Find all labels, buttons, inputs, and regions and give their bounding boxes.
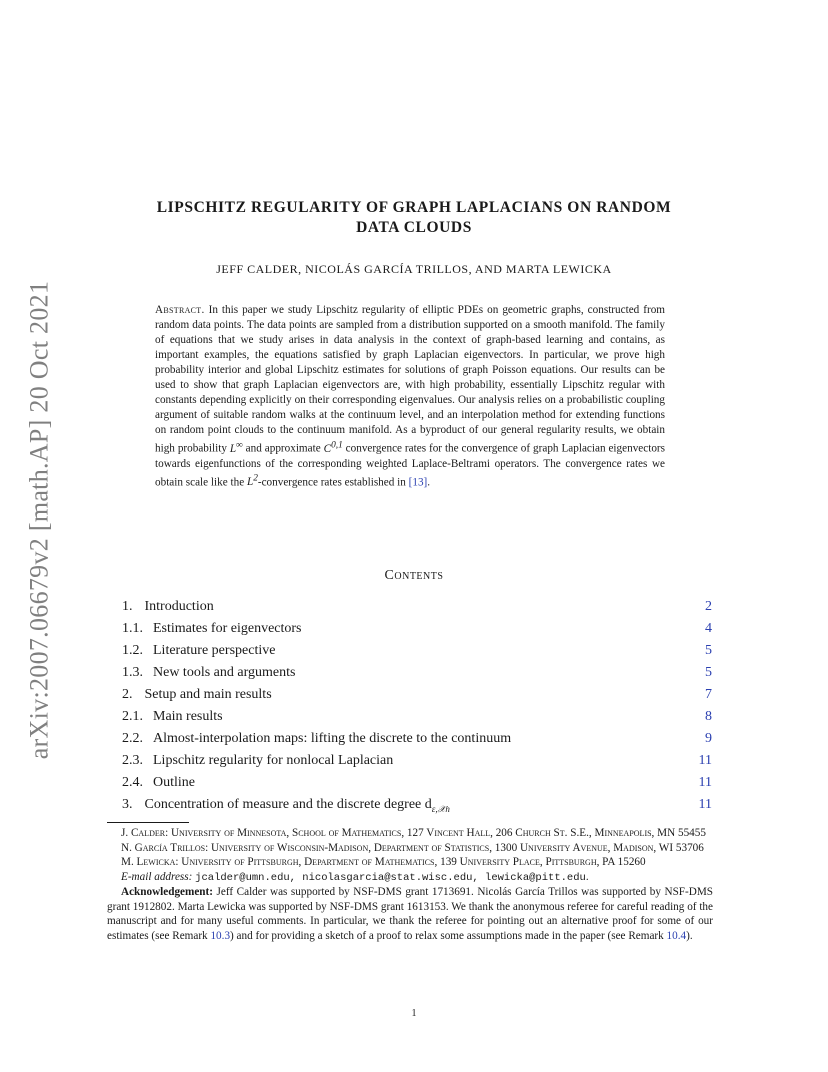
remark-link-1[interactable]: 10.3 xyxy=(210,929,231,942)
email-label: E-mail address: xyxy=(121,870,193,883)
toc-entry-title: 2.4. Outline xyxy=(122,775,195,790)
toc-entry-title: 1. Introduction xyxy=(122,599,214,614)
abstract-text-mid: and approximate xyxy=(242,442,324,455)
footnotes xyxy=(107,826,713,943)
footnote-acknowledgement: Acknowledgement: Jeff Calder was supported by NSF-DMS grant 1713691. Nicolás García Trillos was supported by NSF-DMS grant 1912802. Marta Lewicka was supported by NSF-DMS grant 1613153. We thank the anonymous referee for careful reading of the manuscript and for many useful comments. In particular, we thank the referee for pointing out an alternative proof for some of our estimates (see Remark 10.3) and for providing a sketch of a proof to relax some assumptions made in the paper (see Remark 10.4). xyxy=(107,886,713,942)
toc-entry[interactable] xyxy=(122,794,712,816)
toc-entry-title: 2.1. Main results xyxy=(122,709,223,724)
toc-entry-title: 1.3. New tools and arguments xyxy=(122,665,296,680)
toc-page-link[interactable]: 5 xyxy=(705,665,712,680)
toc-entry-title: 2. Setup and main results xyxy=(122,687,272,702)
arxiv-identifier-text: arXiv:2007.06679v2 [math.AP] 20 Oct 2021 xyxy=(24,280,54,760)
toc-page-link[interactable]: 9 xyxy=(705,731,712,746)
math-l-infinity: L∞ xyxy=(229,440,243,455)
arxiv-identifier-stamp xyxy=(15,270,63,770)
abstract-text: In this paper we study Lipschitz regularity of elliptic PDEs on geometric graphs, constructed from random data points. The data points are sampled from a distribution supported on a smooth manifold. The family of equations that we study arises in data analysis in the context of graph-based learning and contains, as important examples, the equations satisfied by graph Laplacian eigenvectors. In particular, we prove high probability interior and global Lipschitz estimates for solutions of graph Poisson equations. Our results can be used to show that graph Laplacian eigenvectors are, with high probability, essentially Lipschitz regular with constants depending explicitly on their corresponding eigenvalues. Our analysis relies on a probabilistic coupling argument of suitable random walks at the continuum level, and an interpolation method for extending functions on random point clouds to the continuum manifold. As a byproduct of our general regularity results, we obtain high probability xyxy=(155,304,665,455)
toc-page-link[interactable]: 2 xyxy=(705,599,712,614)
paper-title xyxy=(100,198,728,238)
toc-entry[interactable] xyxy=(122,750,712,772)
abstract-heading: Abstract. xyxy=(155,304,205,316)
toc-entry[interactable] xyxy=(122,618,712,640)
ack-label: Acknowledgement: xyxy=(121,886,213,898)
toc-entry[interactable] xyxy=(122,706,712,728)
toc-entry-title: 2.3. Lipschitz regularity for nonlocal Laplacian xyxy=(122,753,394,768)
toc-entry[interactable] xyxy=(122,684,712,706)
citation-link[interactable]: [13] xyxy=(408,476,428,489)
toc-entry[interactable] xyxy=(122,640,712,662)
title-line-2: DATA CLOUDS xyxy=(356,219,472,236)
math-l2: $L^2$ xyxy=(246,473,258,489)
abstract: Abstract. In this paper we study Lipschitz regularity of elliptic PDEs on geometric graphs, constructed from random data points. The data points are sampled from a distribution supported on a smooth manifold. The family of equations that we study arises in data analysis in the context of graph-based learning and contains, as important examples, the equations satisfied by graph Laplacian eigenvectors. In particular, we prove high probability interior and global Lipschitz estimates for solutions of graph Poisson equations. Our results can be used to show that graph Laplacian eigenvectors are, with high probability, essentially Lipschitz regular with constants depending explicitly on their corresponding eigenvalues. Our analysis relies on a probabilistic coupling argument of suitable random walks at the continuum level, and an interpolation method for extending functions on random point clouds to the continuum manifold. As a byproduct of our general regularity results, we obtain high probability L∞ and approximate C$^{0,1}$ convergence rates for the convergence of graph Laplacian eigenvectors towards eigenfunctions of the corresponding weighted Laplace-Beltrami operators. The convergence rates we obtain scale like the $L^2$-convergence rates established in [13]. xyxy=(155,304,666,489)
toc-page-link[interactable]: 7 xyxy=(705,687,712,702)
abstract-text-end: -convergence rates established in xyxy=(257,476,409,489)
toc-page-link[interactable]: 11 xyxy=(698,775,712,790)
footnote-calder: J. Calder: University of Minnesota, School of Mathematics, 127 Vincent Hall, 206 Church St. S.E., Minneapolis, MN 55455 xyxy=(121,827,706,839)
footnote-lewicka: M. Lewicka: University of Pittsburgh, Department of Mathematics, 139 University Place, Pittsburgh, PA 15260 xyxy=(121,856,646,868)
remark-link-2[interactable]: 10.4 xyxy=(666,929,687,942)
toc-entry-title: 1.2. Literature perspective xyxy=(122,643,276,658)
footnote-garcia: N. García Trillos: University of Wisconsin-Madison, Department of Statistics, 1300 University Avenue, Madison, WI 53706 xyxy=(121,841,704,854)
title-line-1: LIPSCHITZ REGULARITY OF GRAPH LAPLACIANS ON RANDOM xyxy=(156,199,672,216)
toc-page-link[interactable]: 11 xyxy=(698,753,712,768)
toc-page-link[interactable]: 8 xyxy=(705,709,712,724)
paper-authors: JEFF CALDER, NICOLÁS GARCÍA TRILLOS, AND MARTA LEWICKA xyxy=(216,262,612,276)
toc-entry[interactable] xyxy=(122,772,712,794)
table-of-contents xyxy=(122,596,712,816)
toc-entry-title: 2.2. Almost-interpolation maps: lifting the discrete to the continuum xyxy=(122,731,512,746)
math-c01: C$^{0,1}$ xyxy=(323,440,343,455)
toc-entry-title: 3. Concentration of measure and the discrete degree $d_{\varepsilon,𝒳n}$ xyxy=(122,797,450,814)
toc-entry[interactable] xyxy=(122,662,712,684)
toc-page-link[interactable]: 11 xyxy=(698,797,712,812)
toc-entry[interactable] xyxy=(122,596,712,618)
footnote-divider xyxy=(107,822,189,823)
toc-entry[interactable] xyxy=(122,728,712,750)
toc-page-link[interactable]: 4 xyxy=(705,621,712,636)
toc-page-link[interactable]: 5 xyxy=(705,643,712,658)
contents-heading: Contents xyxy=(384,568,444,583)
footnote-emails: E-mail address: jcalder@umn.edu, nicolasgarcia@stat.wisc.edu, lewicka@pitt.edu. xyxy=(121,870,589,884)
page-number: 1 xyxy=(411,1008,417,1019)
email-addresses[interactable]: jcalder@umn.edu, nicolasgarcia@stat.wisc.edu, lewicka@pitt.edu xyxy=(195,871,586,884)
toc-entry-title: 1.1. Estimates for eigenvectors xyxy=(122,621,302,636)
abstract-text-tail: convergence rates for the convergence of graph Laplacian eigenvectors towards eigenfunctions of the corresponding weighted Laplace-Beltrami operators. The convergence rates we obtain scale like the xyxy=(155,442,666,489)
